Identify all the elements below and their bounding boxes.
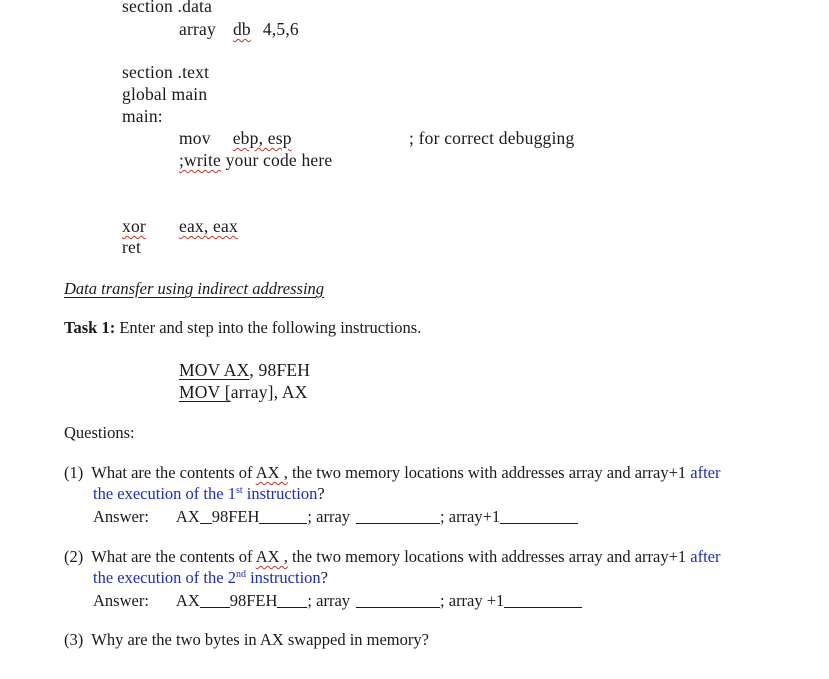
q2-after: after: [690, 547, 721, 566]
code-xor-args-wrap: [179, 216, 238, 237]
code-write-comment: [179, 150, 332, 171]
q1-ax-label: AX: [175, 507, 200, 526]
q1-blank-array1: [500, 509, 578, 524]
code-array-label: array: [179, 19, 216, 39]
q1-number: (1): [64, 463, 84, 482]
q1-blank-array: [356, 509, 440, 524]
q3-line: [64, 630, 429, 650]
code-xor-keyword: xor: [122, 216, 146, 236]
q2-pre: What are the contents of: [91, 547, 256, 566]
q1-qmark: ?: [317, 484, 325, 503]
questions-heading: Questions:: [64, 423, 135, 442]
code-write-word: ;write: [179, 150, 222, 170]
code-section-data: section .data: [122, 0, 213, 16]
q1-pre: What are the contents of: [91, 463, 256, 482]
code-array-line: [179, 19, 299, 40]
q2-execution: the execution of the 2: [93, 568, 236, 587]
code-mov-args: ebp, esp: [232, 128, 292, 148]
q2-instruction: instruction: [245, 568, 321, 587]
instruction-2-op: MOV [: [179, 382, 231, 402]
q1-answer-line: [93, 507, 578, 527]
instruction-line-1: [179, 360, 310, 381]
q1-instruction: instruction: [242, 484, 318, 503]
q2-ax: AX ,: [255, 547, 288, 566]
q2-answer-label: Answer:: [93, 591, 149, 610]
task-text: Enter and step into the following instructions.: [115, 318, 422, 337]
code-mov-comment: ; for correct debugging: [409, 128, 575, 148]
q2-qmark: ?: [320, 568, 328, 587]
q2-line2: [93, 568, 328, 588]
q2-ax-value: 98FEH: [229, 591, 278, 610]
q1-array1-label: ; array+1: [440, 507, 501, 526]
code-section-text: section .text: [122, 62, 210, 82]
instruction-1-op: MOV AX: [179, 360, 250, 380]
q2-blank-array: [356, 593, 440, 608]
q1-line1: [64, 463, 721, 483]
q2-ax-label: AX: [175, 591, 200, 610]
q2-array1-label: ; array +1: [440, 591, 505, 610]
q1-blank-ax: [259, 509, 307, 524]
instruction-1-rest: , 98FEH: [249, 360, 311, 380]
q1-ax: AX ,: [255, 463, 288, 482]
q2-blank-ax: [277, 593, 307, 608]
code-global-main: global main: [122, 84, 208, 104]
code-ret: ret: [122, 237, 142, 257]
q2-line1: [64, 547, 721, 567]
task-label: Task 1:: [64, 318, 116, 337]
q2-answer-line: [93, 591, 582, 611]
code-array-values: 4,5,6: [262, 19, 299, 39]
q1-after: after: [690, 463, 721, 482]
q1-answer-label: Answer:: [93, 507, 149, 526]
instruction-line-2: [179, 382, 308, 403]
q1-sup: st: [235, 485, 243, 496]
q2-sup: nd: [235, 569, 246, 580]
code-xor-args: eax, eax: [179, 216, 238, 236]
q1-execution: the execution of the 1: [93, 484, 236, 503]
q1-array-label: ; array: [307, 507, 351, 526]
q1-blank-pre: [200, 509, 212, 524]
code-write-rest: your code here: [221, 150, 333, 170]
task-line: [64, 318, 421, 338]
q2-blank-pre: [200, 593, 230, 608]
code-xor-line: [122, 216, 146, 237]
q1-line2: [93, 484, 325, 504]
code-db-directive: db: [232, 19, 251, 39]
code-mov-keyword: mov: [179, 128, 211, 148]
code-mov-line: [179, 128, 292, 149]
q1-ax-value: 98FEH: [211, 507, 260, 526]
q2-mid: the two memory locations with addresses array and array+1: [287, 547, 691, 566]
q2-array-label: ; array: [307, 591, 351, 610]
q3-number: (3): [64, 630, 84, 649]
q2-blank-array1: [504, 593, 582, 608]
q3-text: Why are the two bytes in AX swapped in memory?: [91, 630, 429, 649]
instruction-2-rest: array], AX: [230, 382, 308, 402]
code-main-label: main:: [122, 106, 163, 126]
q2-number: (2): [64, 547, 84, 566]
section-heading: Data transfer using indirect addressing: [64, 279, 325, 298]
q1-mid: the two memory locations with addresses array and array+1: [287, 463, 691, 482]
